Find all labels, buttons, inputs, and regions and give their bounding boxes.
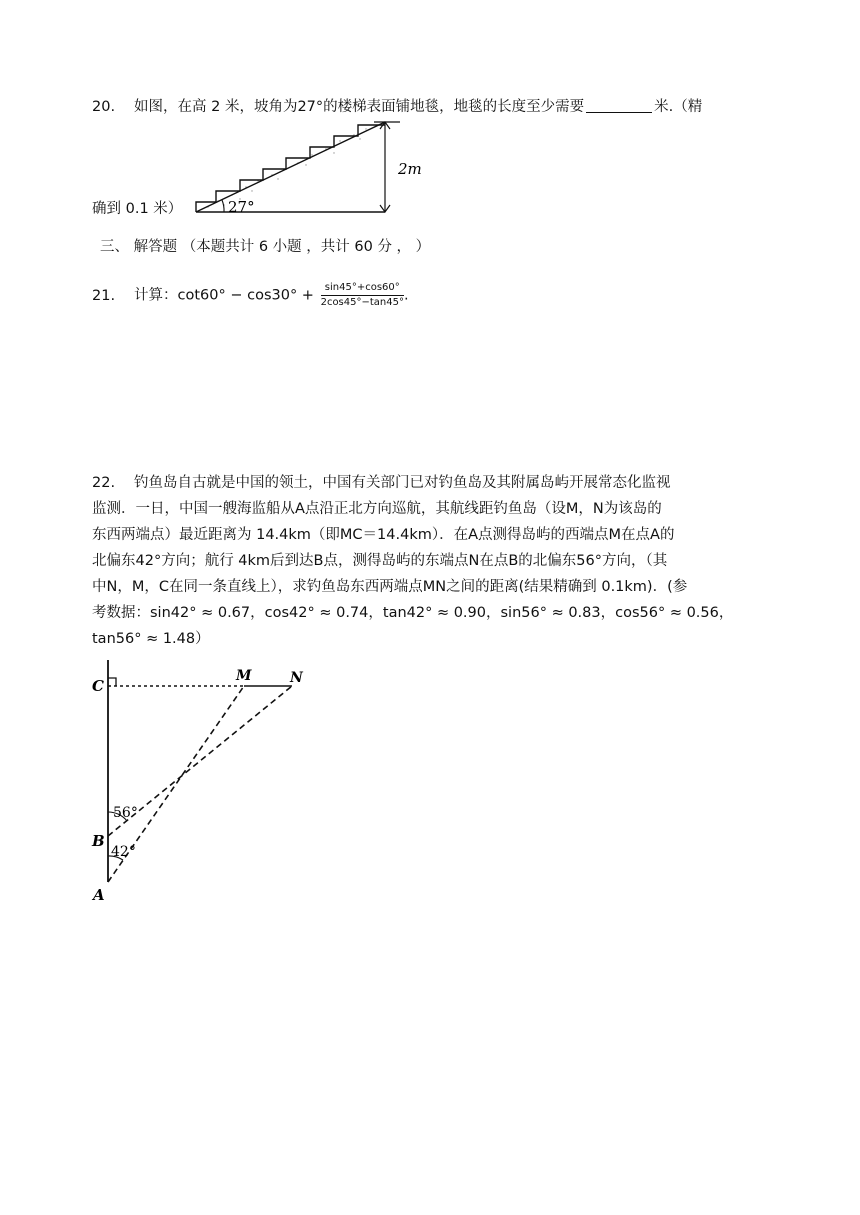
q22-text-line2: 监测．一日，中国一艘海监船从A点沿正北方向巡航，其航线距钓鱼岛（设M，N为该岛的 xyxy=(92,501,662,517)
stair-height-label: 2m xyxy=(398,160,422,178)
q22-text-line6: 考数据：sin42° ≈ 0.67，cos42° ≈ 0.74，tan42° ≈ 0.90，sin56° ≈ 0.83，cos56° ≈ 0.56， xyxy=(92,605,734,621)
q21-fraction xyxy=(321,282,404,309)
q20-staircase-figure xyxy=(188,115,428,220)
section3-heading: 三、 解答题 （本题共计 6 小题 ，共计 60 分 ， ） xyxy=(100,239,431,255)
q21-suffix: . xyxy=(403,287,409,304)
q21-line xyxy=(92,282,409,309)
q21-prefix: 计算： xyxy=(134,287,178,304)
q21-fraction-denominator: 2cos45°−tan45° xyxy=(320,297,404,308)
stair-angle-label: 27° xyxy=(228,198,255,216)
q22-navigation-figure xyxy=(88,660,318,910)
q22-text-line7: tan56° ≈ 1.48） xyxy=(92,631,210,647)
label-M: M xyxy=(236,668,252,684)
label-A: A xyxy=(93,886,105,904)
q22-text-line4: 北偏东42°方向；航行 4km后到达B点，测得岛屿的东端点N在点B的北偏东56°方向，（其 xyxy=(92,553,668,569)
q21-expression: cot60° − cos30° + xyxy=(177,287,319,304)
label-C: C xyxy=(92,677,104,695)
q20-answer-blank[interactable] xyxy=(586,98,652,113)
q22-text-line1: 钓鱼岛自古就是中国的领土，中国有关部门已对钓鱼岛及其附属岛屿开展常态化监视 xyxy=(134,475,671,491)
label-N: N xyxy=(290,670,303,686)
q22-number: 22. xyxy=(92,475,116,491)
angle-label-A: 42° xyxy=(111,844,136,860)
q22-text-line5: 中N，M，C在同一条直线上），求钓鱼岛东西两端点MN之间的距离(结果精确到 0.1km)．(参 xyxy=(92,579,688,595)
q22-text-line3: 东西两端点）最近距离为 14.4km（即MC＝14.4km）．在A点测得岛屿的西端点M在点A的 xyxy=(92,527,675,543)
label-B: B xyxy=(92,832,105,850)
q21-fraction-numerator: sin45°+cos60° xyxy=(321,282,404,296)
q20-line2: 确到 0.1 米） xyxy=(92,201,183,217)
q20-number: 20. xyxy=(92,99,116,115)
q21-number: 21. xyxy=(92,287,116,304)
q22-line1 xyxy=(92,472,671,494)
q20-text-after: 米.（精 xyxy=(654,99,703,115)
q20-text-before: 如图，在高 2 米，坡角为27°的楼梯表面铺地毯，地毯的长度至少需要 xyxy=(134,99,585,115)
angle-label-B: 56° xyxy=(113,805,138,821)
